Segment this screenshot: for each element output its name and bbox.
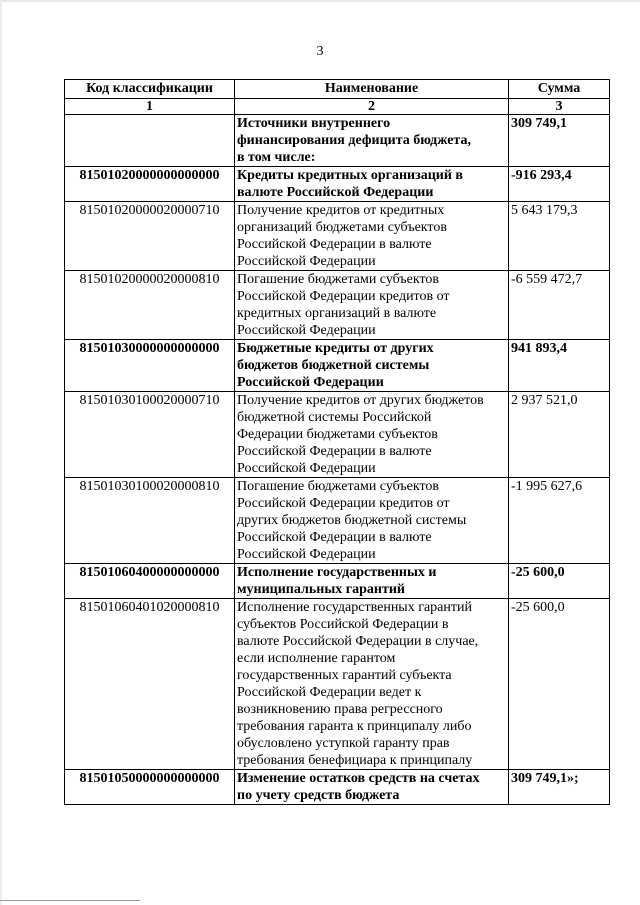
item-name-line: Федерации бюджетами субъектов xyxy=(237,427,438,442)
item-name-line: бюджетной системы Российской xyxy=(237,410,432,425)
classification-code: 81501030000000000000 xyxy=(65,340,235,392)
amount: 5 643 179,3 xyxy=(509,202,610,271)
item-name xyxy=(235,392,509,478)
item-name-line: Кредиты кредитных организаций в xyxy=(237,168,463,183)
item-name xyxy=(235,340,509,392)
item-name-line: требования бенефициара к принципалу xyxy=(237,753,473,768)
item-name xyxy=(235,202,509,271)
table-row xyxy=(65,564,610,599)
item-name-line: Российской Федерации xyxy=(237,547,376,562)
table-row xyxy=(65,115,610,167)
page-number: 3 xyxy=(316,44,324,59)
item-name-line: Погашение бюджетами субъектов xyxy=(237,272,440,287)
header-code: Код классификации xyxy=(65,80,235,99)
item-name-line: Бюджетные кредиты от других xyxy=(237,341,434,356)
item-name-line: Получение кредитов от других бюджетов xyxy=(237,393,484,408)
item-name-line: финансирования дефицита бюджета, xyxy=(237,133,471,148)
item-name-line: Российской Федерации кредитов от xyxy=(237,289,450,304)
amount: 309 749,1 xyxy=(509,115,610,167)
item-name xyxy=(235,167,509,202)
item-name-line: в том числе: xyxy=(237,150,316,165)
amount: -25 600,0 xyxy=(509,564,610,599)
item-name-line: Российской Федерации xyxy=(237,323,376,338)
table-row xyxy=(65,599,610,770)
classification-code: 81501030100020000710 xyxy=(65,392,235,478)
item-name-line: субъектов Российской Федерации в xyxy=(237,617,449,632)
amount: -916 293,4 xyxy=(509,167,610,202)
item-name-line: требования гаранта к принципалу либо xyxy=(237,719,472,734)
classification-code: 81501020000020000710 xyxy=(65,202,235,271)
item-name xyxy=(235,770,509,805)
item-name xyxy=(235,478,509,564)
item-name-line: Изменение остатков средств на счетах xyxy=(237,771,480,786)
amount: -25 600,0 xyxy=(509,599,610,770)
item-name-line: Российской Федерации в валюте xyxy=(237,237,432,252)
amount: 2 937 521,0 xyxy=(509,392,610,478)
item-name-line: Российской Федерации xyxy=(237,375,384,390)
classification-code: 81501060401020000810 xyxy=(65,599,235,770)
item-name xyxy=(235,115,509,167)
table-body xyxy=(65,115,610,805)
item-name-line: Российской Федерации кредитов от xyxy=(237,496,450,511)
amount: 941 893,4 xyxy=(509,340,610,392)
amount: 309 749,1»; xyxy=(509,770,610,805)
item-name-line: возникновению права регрессного xyxy=(237,702,443,717)
item-name-line: Погашение бюджетами субъектов xyxy=(237,479,440,494)
item-name xyxy=(235,564,509,599)
item-name-line: по учету средств бюджета xyxy=(237,788,400,803)
classification-code: 81501020000020000810 xyxy=(65,271,235,340)
item-name-line: Исполнение государственных гарантий xyxy=(237,600,472,615)
item-name-line: государственных гарантий субъекта xyxy=(237,668,452,683)
item-name-line: других бюджетов бюджетной системы xyxy=(237,513,467,528)
classification-code: 81501030100020000810 xyxy=(65,478,235,564)
item-name-line: Российской Федерации в валюте xyxy=(237,530,432,545)
classification-code: 81501020000000000000 xyxy=(65,167,235,202)
item-name-line: кредитных организаций в валюте xyxy=(237,306,437,321)
table-row xyxy=(65,202,610,271)
scan-edge-left xyxy=(0,0,2,905)
amount: -1 995 627,6 xyxy=(509,478,610,564)
classification-code: 81501060400000000000 xyxy=(65,564,235,599)
table-row xyxy=(65,167,610,202)
budget-sources-table xyxy=(64,79,610,805)
table-row xyxy=(65,478,610,564)
column-number-3: 3 xyxy=(509,99,610,115)
item-name-line: организаций бюджетами субъектов xyxy=(237,220,447,235)
column-number-1: 1 xyxy=(65,99,235,115)
footer-rule xyxy=(0,900,140,901)
table-row xyxy=(65,271,610,340)
table-row xyxy=(65,770,610,805)
header-name: Наименование xyxy=(235,80,509,99)
amount: -6 559 472,7 xyxy=(509,271,610,340)
item-name-line: муниципальных гарантий xyxy=(237,582,405,597)
item-name-line: Российской Федерации xyxy=(237,461,376,476)
item-name-line: Источники внутреннего xyxy=(237,116,391,131)
table-row xyxy=(65,392,610,478)
item-name-line: Получение кредитов от кредитных xyxy=(237,203,445,218)
table-header-row xyxy=(65,80,610,99)
item-name-line: валюте Российской Федерации xyxy=(237,185,434,200)
column-number-row xyxy=(65,99,610,115)
classification-code xyxy=(65,115,235,167)
item-name-line: валюте Российской Федерации в случае, xyxy=(237,634,479,649)
item-name-line: Российской Федерации в валюте xyxy=(237,444,432,459)
header-sum: Сумма xyxy=(509,80,610,99)
item-name xyxy=(235,271,509,340)
column-number-2: 2 xyxy=(235,99,509,115)
item-name-line: Российской Федерации ведет к xyxy=(237,685,422,700)
item-name-line: если исполнение гарантом xyxy=(237,651,396,666)
scan-edge-top xyxy=(0,0,640,2)
item-name-line: Российской Федерации xyxy=(237,254,376,269)
item-name xyxy=(235,599,509,770)
item-name-line: бюджетов бюджетной системы xyxy=(237,358,430,373)
item-name-line: Исполнение государственных и xyxy=(237,565,437,580)
table-row xyxy=(65,340,610,392)
classification-code: 81501050000000000000 xyxy=(65,770,235,805)
item-name-line: обусловлено уступкой гаранту прав xyxy=(237,736,450,751)
